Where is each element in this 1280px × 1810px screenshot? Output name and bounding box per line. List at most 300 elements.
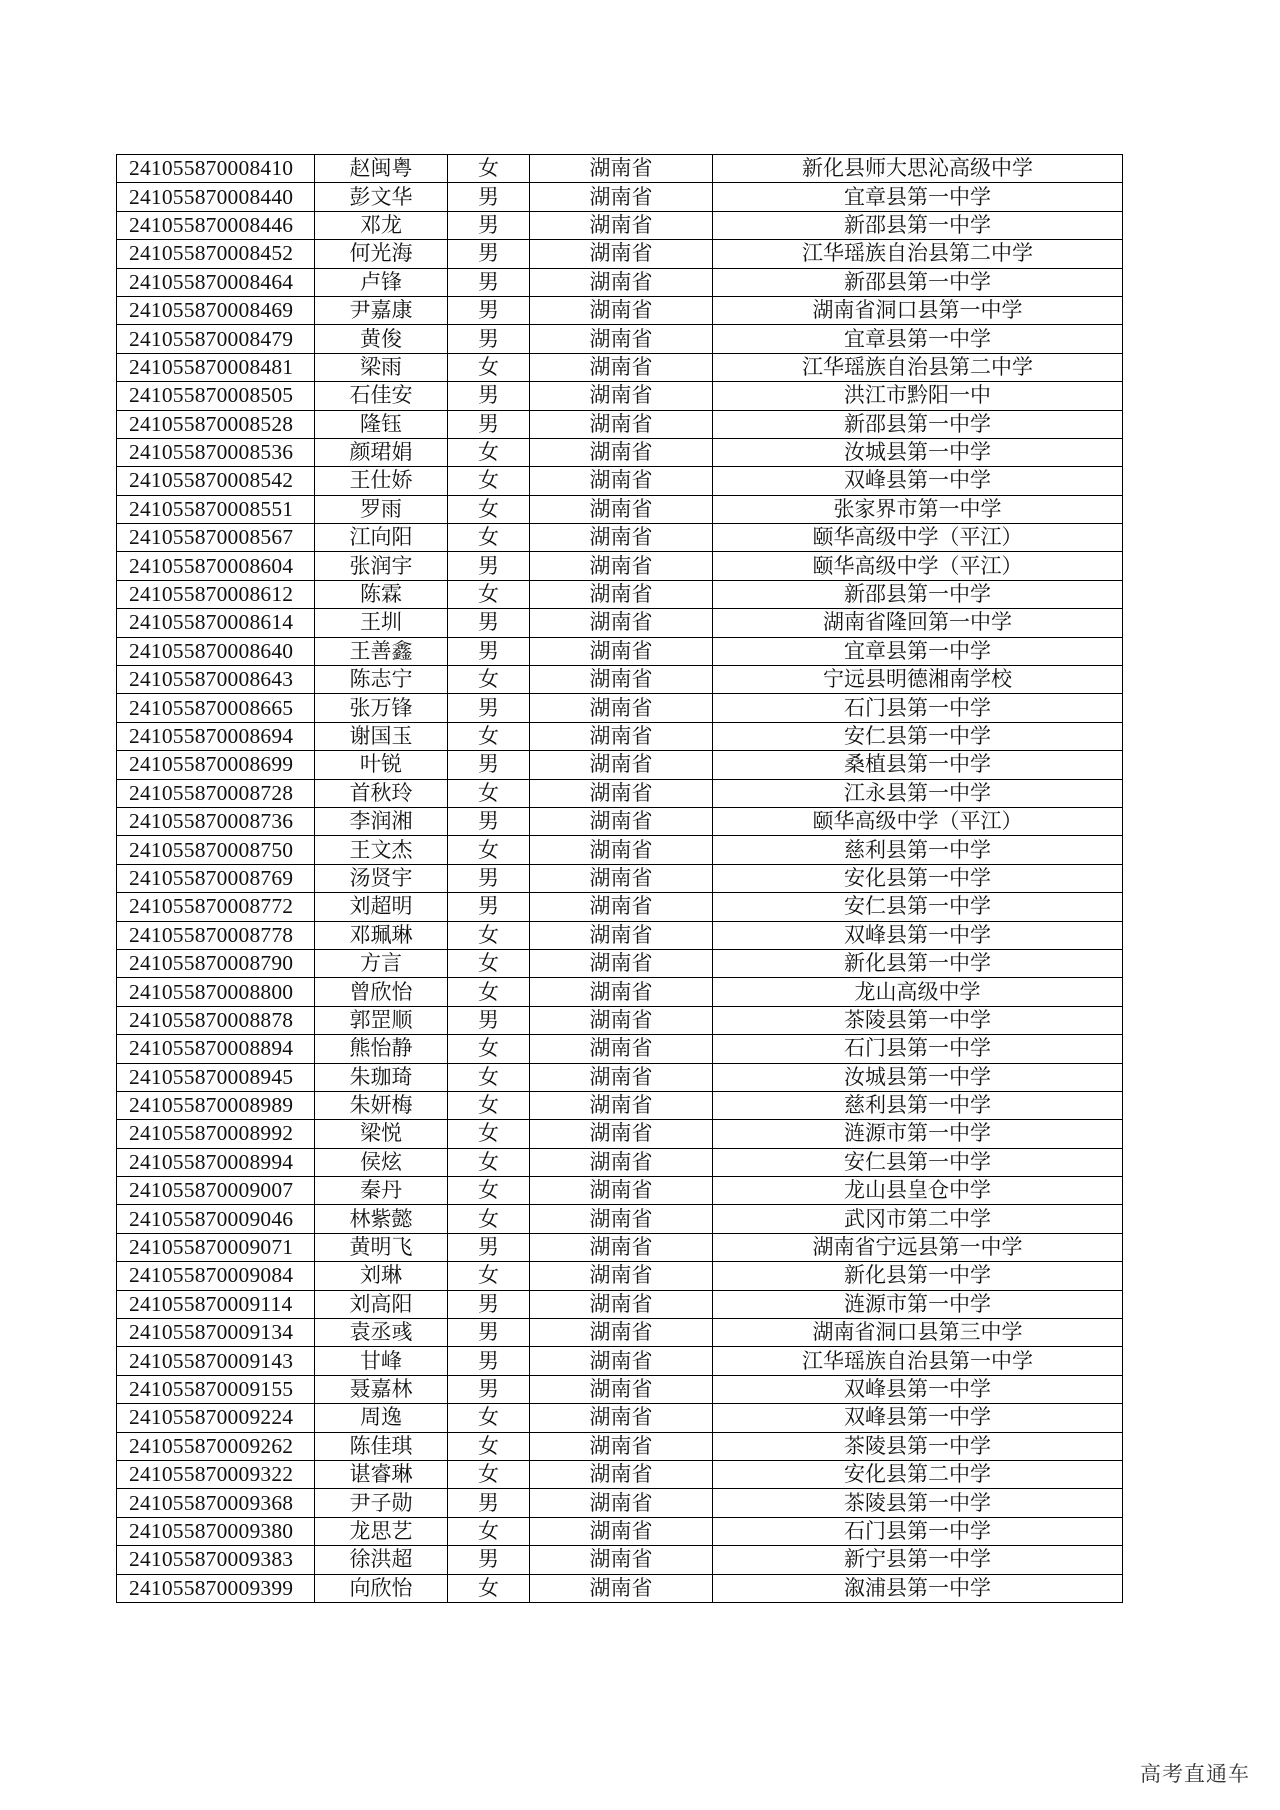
student-id-cell: 241055870008614: [117, 609, 315, 637]
table-row: [117, 1035, 1123, 1063]
gender-cell: 男: [448, 609, 530, 637]
table-row: [117, 1460, 1123, 1488]
school-cell: 湖南省洞口县第一中学: [713, 296, 1123, 324]
table-row: [117, 978, 1123, 1006]
table-row: [117, 1404, 1123, 1432]
province-cell: 湖南省: [530, 325, 713, 353]
table-row: [117, 467, 1123, 495]
school-cell: 慈利县第一中学: [713, 1091, 1123, 1119]
school-cell: 新化县第一中学: [713, 949, 1123, 977]
table-row: [117, 296, 1123, 324]
student-id-cell: 241055870008643: [117, 666, 315, 694]
table-row: [117, 694, 1123, 722]
student-name-cell: 梁悦: [315, 1120, 448, 1148]
student-id-cell: 241055870008989: [117, 1091, 315, 1119]
school-cell: 龙山高级中学: [713, 978, 1123, 1006]
school-cell: 宜章县第一中学: [713, 637, 1123, 665]
gender-cell: 女: [448, 1460, 530, 1488]
school-cell: 涟源市第一中学: [713, 1120, 1123, 1148]
gender-cell: 男: [448, 296, 530, 324]
school-cell: 茶陵县第一中学: [713, 1489, 1123, 1517]
province-cell: 湖南省: [530, 1347, 713, 1375]
student-id-cell: 241055870008750: [117, 836, 315, 864]
table-row: [117, 807, 1123, 835]
student-name-cell: 陈志宁: [315, 666, 448, 694]
table-row: [117, 949, 1123, 977]
student-name-cell: 曾欣怡: [315, 978, 448, 1006]
student-id-cell: 241055870009143: [117, 1347, 315, 1375]
gender-cell: 男: [448, 637, 530, 665]
gender-cell: 女: [448, 155, 530, 183]
province-cell: 湖南省: [530, 296, 713, 324]
table-row: [117, 609, 1123, 637]
student-id-cell: 241055870008551: [117, 495, 315, 523]
table-row: [117, 1319, 1123, 1347]
student-name-cell: 熊怡静: [315, 1035, 448, 1063]
student-id-cell: 241055870009399: [117, 1574, 315, 1602]
province-cell: 湖南省: [530, 1432, 713, 1460]
student-id-cell: 241055870009224: [117, 1404, 315, 1432]
student-name-cell: 卢锋: [315, 268, 448, 296]
province-cell: 湖南省: [530, 240, 713, 268]
table-row: [117, 893, 1123, 921]
school-cell: 安化县第二中学: [713, 1460, 1123, 1488]
student-name-cell: 方言: [315, 949, 448, 977]
student-id-cell: 241055870008469: [117, 296, 315, 324]
gender-cell: 女: [448, 467, 530, 495]
table-row: [117, 921, 1123, 949]
student-id-cell: 241055870008728: [117, 779, 315, 807]
school-cell: 安仁县第一中学: [713, 722, 1123, 750]
gender-cell: 男: [448, 410, 530, 438]
gender-cell: 女: [448, 949, 530, 977]
school-cell: 涟源市第一中学: [713, 1290, 1123, 1318]
student-name-cell: 赵闽粤: [315, 155, 448, 183]
student-name-cell: 聂嘉林: [315, 1375, 448, 1403]
gender-cell: 男: [448, 240, 530, 268]
table-row: [117, 1347, 1123, 1375]
gender-cell: 女: [448, 1517, 530, 1545]
school-cell: 江永县第一中学: [713, 779, 1123, 807]
table-row: [117, 1006, 1123, 1034]
student-name-cell: 朱珈琦: [315, 1063, 448, 1091]
student-id-cell: 241055870008505: [117, 382, 315, 410]
gender-cell: 男: [448, 382, 530, 410]
gender-cell: 男: [448, 325, 530, 353]
table-row: [117, 353, 1123, 381]
province-cell: 湖南省: [530, 580, 713, 608]
gender-cell: 男: [448, 893, 530, 921]
student-name-cell: 张润宇: [315, 552, 448, 580]
school-cell: 湖南省宁远县第一中学: [713, 1233, 1123, 1261]
student-id-cell: 241055870008894: [117, 1035, 315, 1063]
student-name-cell: 汤贤宇: [315, 864, 448, 892]
school-cell: 新邵县第一中学: [713, 580, 1123, 608]
gender-cell: 男: [448, 1290, 530, 1318]
student-id-cell: 241055870008699: [117, 751, 315, 779]
student-name-cell: 刘超明: [315, 893, 448, 921]
province-cell: 湖南省: [530, 1460, 713, 1488]
school-cell: 安仁县第一中学: [713, 893, 1123, 921]
student-id-cell: 241055870008542: [117, 467, 315, 495]
school-cell: 颐华高级中学（平江）: [713, 807, 1123, 835]
school-cell: 石门县第一中学: [713, 694, 1123, 722]
province-cell: 湖南省: [530, 1319, 713, 1347]
student-id-cell: 241055870008992: [117, 1120, 315, 1148]
table-row: [117, 1546, 1123, 1574]
table-row: [117, 183, 1123, 211]
school-cell: 茶陵县第一中学: [713, 1432, 1123, 1460]
province-cell: 湖南省: [530, 495, 713, 523]
student-id-cell: 241055870009262: [117, 1432, 315, 1460]
gender-cell: 女: [448, 1120, 530, 1148]
province-cell: 湖南省: [530, 893, 713, 921]
student-id-cell: 241055870008528: [117, 410, 315, 438]
province-cell: 湖南省: [530, 1546, 713, 1574]
school-cell: 安仁县第一中学: [713, 1148, 1123, 1176]
student-name-cell: 谌睿琳: [315, 1460, 448, 1488]
province-cell: 湖南省: [530, 722, 713, 750]
gender-cell: 男: [448, 1375, 530, 1403]
gender-cell: 男: [448, 268, 530, 296]
student-name-cell: 尹子勋: [315, 1489, 448, 1517]
gender-cell: 女: [448, 438, 530, 466]
school-cell: 汝城县第一中学: [713, 438, 1123, 466]
school-cell: 宁远县明德湘南学校: [713, 666, 1123, 694]
province-cell: 湖南省: [530, 268, 713, 296]
student-name-cell: 王仕娇: [315, 467, 448, 495]
student-id-cell: 241055870008604: [117, 552, 315, 580]
student-id-cell: 241055870009134: [117, 1319, 315, 1347]
school-cell: 双峰县第一中学: [713, 467, 1123, 495]
table-row: [117, 495, 1123, 523]
table-row: [117, 1205, 1123, 1233]
table-row: [117, 240, 1123, 268]
gender-cell: 女: [448, 666, 530, 694]
student-id-cell: 241055870008800: [117, 978, 315, 1006]
school-cell: 武冈市第二中学: [713, 1205, 1123, 1233]
student-name-cell: 袁丞彧: [315, 1319, 448, 1347]
gender-cell: 男: [448, 864, 530, 892]
student-id-cell: 241055870008994: [117, 1148, 315, 1176]
student-id-cell: 241055870008640: [117, 637, 315, 665]
student-name-cell: 王文杰: [315, 836, 448, 864]
student-id-cell: 241055870008612: [117, 580, 315, 608]
province-cell: 湖南省: [530, 1063, 713, 1091]
province-cell: 湖南省: [530, 1233, 713, 1261]
table-row: [117, 155, 1123, 183]
province-cell: 湖南省: [530, 1517, 713, 1545]
school-cell: 颐华高级中学（平江）: [713, 552, 1123, 580]
school-cell: 龙山县皇仓中学: [713, 1177, 1123, 1205]
province-cell: 湖南省: [530, 949, 713, 977]
gender-cell: 女: [448, 353, 530, 381]
student-id-cell: 241055870008772: [117, 893, 315, 921]
province-cell: 湖南省: [530, 637, 713, 665]
province-cell: 湖南省: [530, 864, 713, 892]
student-id-cell: 241055870009007: [117, 1177, 315, 1205]
student-id-cell: 241055870009114: [117, 1290, 315, 1318]
student-name-cell: 黄明飞: [315, 1233, 448, 1261]
table-row: [117, 438, 1123, 466]
gender-cell: 男: [448, 751, 530, 779]
table-row: [117, 722, 1123, 750]
gender-cell: 男: [448, 1347, 530, 1375]
student-id-cell: 241055870008536: [117, 438, 315, 466]
table-row: [117, 1233, 1123, 1261]
gender-cell: 男: [448, 694, 530, 722]
student-id-cell: 241055870008665: [117, 694, 315, 722]
province-cell: 湖南省: [530, 1148, 713, 1176]
school-cell: 新化县第一中学: [713, 1262, 1123, 1290]
student-name-cell: 龙思艺: [315, 1517, 448, 1545]
student-id-cell: 241055870008778: [117, 921, 315, 949]
roster-body: [117, 155, 1123, 1603]
province-cell: 湖南省: [530, 1035, 713, 1063]
school-cell: 汝城县第一中学: [713, 1063, 1123, 1091]
gender-cell: 女: [448, 1404, 530, 1432]
gender-cell: 女: [448, 1177, 530, 1205]
gender-cell: 女: [448, 836, 530, 864]
school-cell: 宜章县第一中学: [713, 325, 1123, 353]
student-id-cell: 241055870008694: [117, 722, 315, 750]
school-cell: 江华瑶族自治县第二中学: [713, 353, 1123, 381]
table-row: [117, 410, 1123, 438]
student-id-cell: 241055870008736: [117, 807, 315, 835]
table-row: [117, 1375, 1123, 1403]
school-cell: 茶陵县第一中学: [713, 1006, 1123, 1034]
province-cell: 湖南省: [530, 211, 713, 239]
school-cell: 桑植县第一中学: [713, 751, 1123, 779]
gender-cell: 女: [448, 1035, 530, 1063]
province-cell: 湖南省: [530, 552, 713, 580]
student-id-cell: 241055870009046: [117, 1205, 315, 1233]
table-row: [117, 382, 1123, 410]
student-name-cell: 叶锐: [315, 751, 448, 779]
gender-cell: 男: [448, 807, 530, 835]
student-id-cell: 241055870008440: [117, 183, 315, 211]
gender-cell: 男: [448, 211, 530, 239]
gender-cell: 男: [448, 552, 530, 580]
school-cell: 安化县第一中学: [713, 864, 1123, 892]
student-id-cell: 241055870008481: [117, 353, 315, 381]
student-name-cell: 张万锋: [315, 694, 448, 722]
student-name-cell: 刘琳: [315, 1262, 448, 1290]
student-name-cell: 王圳: [315, 609, 448, 637]
province-cell: 湖南省: [530, 779, 713, 807]
gender-cell: 女: [448, 1148, 530, 1176]
student-id-cell: 241055870008446: [117, 211, 315, 239]
table-row: [117, 1177, 1123, 1205]
province-cell: 湖南省: [530, 382, 713, 410]
province-cell: 湖南省: [530, 1006, 713, 1034]
school-cell: 江华瑶族自治县第一中学: [713, 1347, 1123, 1375]
student-name-cell: 罗雨: [315, 495, 448, 523]
gender-cell: 女: [448, 779, 530, 807]
gender-cell: 女: [448, 495, 530, 523]
school-cell: 石门县第一中学: [713, 1035, 1123, 1063]
gender-cell: 女: [448, 1063, 530, 1091]
school-cell: 新化县师大思沁高级中学: [713, 155, 1123, 183]
province-cell: 湖南省: [530, 1290, 713, 1318]
school-cell: 新邵县第一中学: [713, 211, 1123, 239]
table-row: [117, 580, 1123, 608]
province-cell: 湖南省: [530, 807, 713, 835]
province-cell: 湖南省: [530, 836, 713, 864]
gender-cell: 女: [448, 921, 530, 949]
province-cell: 湖南省: [530, 978, 713, 1006]
province-cell: 湖南省: [530, 353, 713, 381]
gender-cell: 男: [448, 1233, 530, 1261]
student-name-cell: 向欣怡: [315, 1574, 448, 1602]
gender-cell: 男: [448, 1489, 530, 1517]
student-name-cell: 侯炫: [315, 1148, 448, 1176]
student-name-cell: 邓珮琳: [315, 921, 448, 949]
student-name-cell: 江向阳: [315, 524, 448, 552]
student-id-cell: 241055870009071: [117, 1233, 315, 1261]
gender-cell: 女: [448, 722, 530, 750]
province-cell: 湖南省: [530, 1177, 713, 1205]
school-cell: 双峰县第一中学: [713, 1404, 1123, 1432]
student-name-cell: 隆钰: [315, 410, 448, 438]
student-name-cell: 朱妍梅: [315, 1091, 448, 1119]
province-cell: 湖南省: [530, 524, 713, 552]
table-row: [117, 637, 1123, 665]
school-cell: 新邵县第一中学: [713, 410, 1123, 438]
table-row: [117, 864, 1123, 892]
student-name-cell: 秦丹: [315, 1177, 448, 1205]
table-row: [117, 1262, 1123, 1290]
table-row: [117, 1489, 1123, 1517]
school-cell: 双峰县第一中学: [713, 921, 1123, 949]
school-cell: 双峰县第一中学: [713, 1375, 1123, 1403]
province-cell: 湖南省: [530, 694, 713, 722]
roster-table: [116, 154, 1123, 1603]
school-cell: 湖南省洞口县第三中学: [713, 1319, 1123, 1347]
school-cell: 石门县第一中学: [713, 1517, 1123, 1545]
table-row: [117, 751, 1123, 779]
province-cell: 湖南省: [530, 666, 713, 694]
gender-cell: 男: [448, 1006, 530, 1034]
student-name-cell: 陈霖: [315, 580, 448, 608]
student-id-cell: 241055870008410: [117, 155, 315, 183]
student-id-cell: 241055870008790: [117, 949, 315, 977]
gender-cell: 女: [448, 1432, 530, 1460]
table-row: [117, 268, 1123, 296]
student-name-cell: 郭罡顺: [315, 1006, 448, 1034]
table-row: [117, 1063, 1123, 1091]
school-cell: 新邵县第一中学: [713, 268, 1123, 296]
school-cell: 溆浦县第一中学: [713, 1574, 1123, 1602]
province-cell: 湖南省: [530, 1489, 713, 1517]
province-cell: 湖南省: [530, 1574, 713, 1602]
student-name-cell: 邓龙: [315, 211, 448, 239]
student-name-cell: 黄俊: [315, 325, 448, 353]
province-cell: 湖南省: [530, 1205, 713, 1233]
table-row: [117, 211, 1123, 239]
school-cell: 洪江市黔阳一中: [713, 382, 1123, 410]
gender-cell: 女: [448, 1091, 530, 1119]
gender-cell: 女: [448, 580, 530, 608]
gender-cell: 男: [448, 1546, 530, 1574]
student-id-cell: 241055870009322: [117, 1460, 315, 1488]
table-row: [117, 1574, 1123, 1602]
province-cell: 湖南省: [530, 1262, 713, 1290]
province-cell: 湖南省: [530, 183, 713, 211]
student-name-cell: 甘峰: [315, 1347, 448, 1375]
table-row: [117, 1517, 1123, 1545]
student-name-cell: 周逸: [315, 1404, 448, 1432]
student-name-cell: 尹嘉康: [315, 296, 448, 324]
student-name-cell: 林紫懿: [315, 1205, 448, 1233]
student-name-cell: 何光海: [315, 240, 448, 268]
province-cell: 湖南省: [530, 1375, 713, 1403]
student-id-cell: 241055870008479: [117, 325, 315, 353]
table-row: [117, 666, 1123, 694]
province-cell: 湖南省: [530, 1091, 713, 1119]
gender-cell: 女: [448, 1574, 530, 1602]
school-cell: 颐华高级中学（平江）: [713, 524, 1123, 552]
student-id-cell: 241055870008464: [117, 268, 315, 296]
province-cell: 湖南省: [530, 609, 713, 637]
school-cell: 张家界市第一中学: [713, 495, 1123, 523]
province-cell: 湖南省: [530, 751, 713, 779]
student-id-cell: 241055870008945: [117, 1063, 315, 1091]
table-row: [117, 1091, 1123, 1119]
student-name-cell: 王善鑫: [315, 637, 448, 665]
province-cell: 湖南省: [530, 155, 713, 183]
gender-cell: 女: [448, 524, 530, 552]
student-name-cell: 徐洪超: [315, 1546, 448, 1574]
table-row: [117, 1148, 1123, 1176]
student-id-cell: 241055870008567: [117, 524, 315, 552]
student-id-cell: 241055870009155: [117, 1375, 315, 1403]
student-id-cell: 241055870008452: [117, 240, 315, 268]
student-name-cell: 陈佳琪: [315, 1432, 448, 1460]
table-row: [117, 836, 1123, 864]
gender-cell: 女: [448, 1262, 530, 1290]
province-cell: 湖南省: [530, 467, 713, 495]
table-row: [117, 552, 1123, 580]
student-name-cell: 石佳安: [315, 382, 448, 410]
province-cell: 湖南省: [530, 921, 713, 949]
student-id-cell: 241055870009084: [117, 1262, 315, 1290]
student-name-cell: 彭文华: [315, 183, 448, 211]
student-name-cell: 谢国玉: [315, 722, 448, 750]
province-cell: 湖南省: [530, 410, 713, 438]
school-cell: 湖南省隆回第一中学: [713, 609, 1123, 637]
student-id-cell: 241055870008878: [117, 1006, 315, 1034]
student-name-cell: 刘高阳: [315, 1290, 448, 1318]
student-name-cell: 颜珺娟: [315, 438, 448, 466]
province-cell: 湖南省: [530, 438, 713, 466]
student-id-cell: 241055870009383: [117, 1546, 315, 1574]
student-name-cell: 首秋玲: [315, 779, 448, 807]
table-row: [117, 524, 1123, 552]
table-row: [117, 779, 1123, 807]
province-cell: 湖南省: [530, 1120, 713, 1148]
student-name-cell: 李润湘: [315, 807, 448, 835]
school-cell: 新宁县第一中学: [713, 1546, 1123, 1574]
gender-cell: 男: [448, 183, 530, 211]
student-id-cell: 241055870009368: [117, 1489, 315, 1517]
table-row: [117, 1120, 1123, 1148]
school-cell: 慈利县第一中学: [713, 836, 1123, 864]
gender-cell: 男: [448, 1319, 530, 1347]
school-cell: 江华瑶族自治县第二中学: [713, 240, 1123, 268]
school-cell: 宜章县第一中学: [713, 183, 1123, 211]
student-name-cell: 梁雨: [315, 353, 448, 381]
